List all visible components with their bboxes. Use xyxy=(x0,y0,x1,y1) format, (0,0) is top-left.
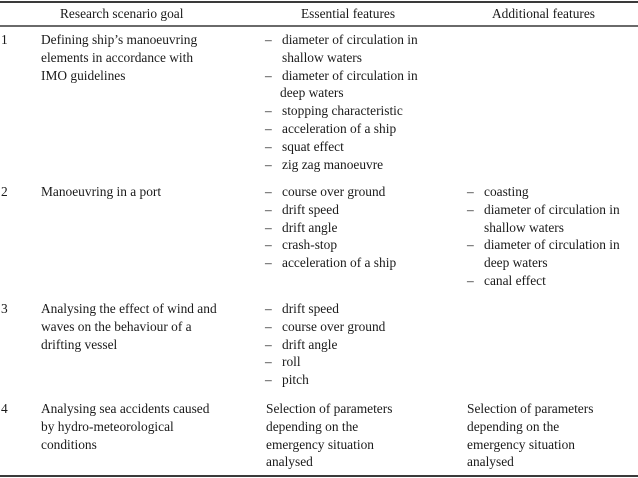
item-line: deep waters xyxy=(280,85,344,101)
list-item xyxy=(265,67,418,103)
dash-bullet-icon: – xyxy=(265,336,272,352)
item-line: drift speed xyxy=(282,301,339,316)
dash-bullet-icon: – xyxy=(265,237,272,253)
goal-line: Manoeuvring in a port xyxy=(41,184,162,199)
list-item xyxy=(265,353,385,371)
item-line: diameter of circulation in xyxy=(282,32,418,47)
list-item xyxy=(265,371,385,389)
list-item xyxy=(265,120,418,138)
dash-bullet-icon: – xyxy=(265,156,272,172)
dash-bullet-icon: – xyxy=(265,354,272,370)
text-line: Selection of parameters xyxy=(266,401,393,416)
dash-bullet-icon: – xyxy=(265,201,272,217)
list-item xyxy=(265,336,385,354)
row-goal xyxy=(41,400,265,453)
list-item xyxy=(265,201,396,219)
header-additional-features: Additional features xyxy=(492,6,595,21)
goal-line: Analysing sea accidents caused xyxy=(41,401,210,416)
item-line: drift angle xyxy=(282,336,338,352)
dash-bullet-icon: – xyxy=(467,237,474,253)
row-number: 4 xyxy=(1,401,8,416)
item-line: zig zag manoeuvre xyxy=(282,156,384,172)
dash-bullet-icon: – xyxy=(265,318,272,334)
list-item xyxy=(265,138,418,156)
goal-line: Analysing the effect of wind and xyxy=(41,301,217,316)
dash-bullet-icon: – xyxy=(467,272,474,288)
dash-bullet-icon: – xyxy=(265,255,272,271)
item-line: acceleration of a ship xyxy=(282,120,397,136)
item-line: squat effect xyxy=(282,138,344,154)
table-header-rule xyxy=(0,25,638,27)
row-number: 2 xyxy=(1,184,8,199)
item-line: crash-stop xyxy=(282,237,338,253)
header-essential-features: Essential features xyxy=(301,6,396,21)
essential-features-text xyxy=(266,400,450,471)
item-line: course over ground xyxy=(282,318,386,334)
item-line: pitch xyxy=(282,372,309,388)
list-item xyxy=(265,254,396,272)
list-item xyxy=(265,236,396,254)
list-item xyxy=(265,102,418,120)
text-line: depending on the xyxy=(467,418,560,434)
dash-bullet-icon: – xyxy=(265,184,272,199)
dash-bullet-icon: – xyxy=(265,138,272,154)
list-item xyxy=(265,300,385,318)
list-item xyxy=(265,156,418,174)
list-item xyxy=(467,272,620,290)
additional-features-text xyxy=(467,400,638,471)
list-item xyxy=(467,183,620,201)
goal-line: IMO guidelines xyxy=(41,67,126,83)
table-bottom-rule xyxy=(0,475,638,477)
header-research-scenario-goal: Research scenario goal xyxy=(60,6,184,21)
item-line: drift speed xyxy=(282,201,339,217)
goal-line: elements in accordance with xyxy=(41,49,194,65)
text-line: depending on the xyxy=(266,418,359,434)
goal-line: waves on the behaviour of a xyxy=(41,318,192,334)
list-item xyxy=(467,201,620,237)
additional-features-list xyxy=(467,183,620,290)
goal-line: conditions xyxy=(41,436,97,452)
goal-line: by hydro-meteorological xyxy=(41,418,174,434)
essential-features-list xyxy=(265,183,396,272)
list-item xyxy=(265,318,385,336)
item-line: diameter of circulation in xyxy=(282,67,418,83)
essential-features-list xyxy=(265,300,385,389)
row-goal xyxy=(41,300,265,353)
table-top-rule xyxy=(0,1,638,3)
list-item xyxy=(265,219,396,237)
dash-bullet-icon: – xyxy=(265,301,272,316)
dash-bullet-icon: – xyxy=(265,67,272,83)
dash-bullet-icon: – xyxy=(265,103,272,119)
row-goal xyxy=(41,183,265,201)
row-goal xyxy=(41,31,265,84)
item-line: course over ground xyxy=(282,184,386,199)
text-line: analysed xyxy=(467,454,514,470)
item-line: coasting xyxy=(484,184,529,199)
text-line: emergency situation xyxy=(266,436,374,452)
text-line: Selection of parameters xyxy=(467,401,594,416)
text-line: analysed xyxy=(266,454,313,470)
goal-line: drifting vessel xyxy=(41,336,118,352)
item-line: acceleration of a ship xyxy=(282,255,397,271)
dash-bullet-icon: – xyxy=(265,32,272,47)
row-number: 3 xyxy=(1,301,8,316)
item-line: deep waters xyxy=(484,255,548,271)
row-number: 1 xyxy=(1,32,8,47)
list-item xyxy=(467,236,620,272)
dash-bullet-icon: – xyxy=(467,201,474,217)
text-line: emergency situation xyxy=(467,436,575,452)
item-line: shallow waters xyxy=(484,219,564,235)
item-line: shallow waters xyxy=(282,49,362,65)
list-item xyxy=(265,183,396,201)
item-line: diameter of circulation in xyxy=(484,237,620,253)
item-line: stopping characteristic xyxy=(282,103,403,119)
dash-bullet-icon: – xyxy=(265,219,272,235)
item-line: roll xyxy=(282,354,301,370)
essential-features-list xyxy=(265,31,418,173)
dash-bullet-icon: – xyxy=(265,372,272,388)
item-line: drift angle xyxy=(282,219,338,235)
dash-bullet-icon: – xyxy=(265,120,272,136)
item-line: diameter of circulation in xyxy=(484,201,620,217)
dash-bullet-icon: – xyxy=(467,184,474,199)
goal-line: Defining ship’s manoeuvring xyxy=(41,32,198,47)
list-item xyxy=(265,31,418,67)
item-line: canal effect xyxy=(484,272,546,288)
